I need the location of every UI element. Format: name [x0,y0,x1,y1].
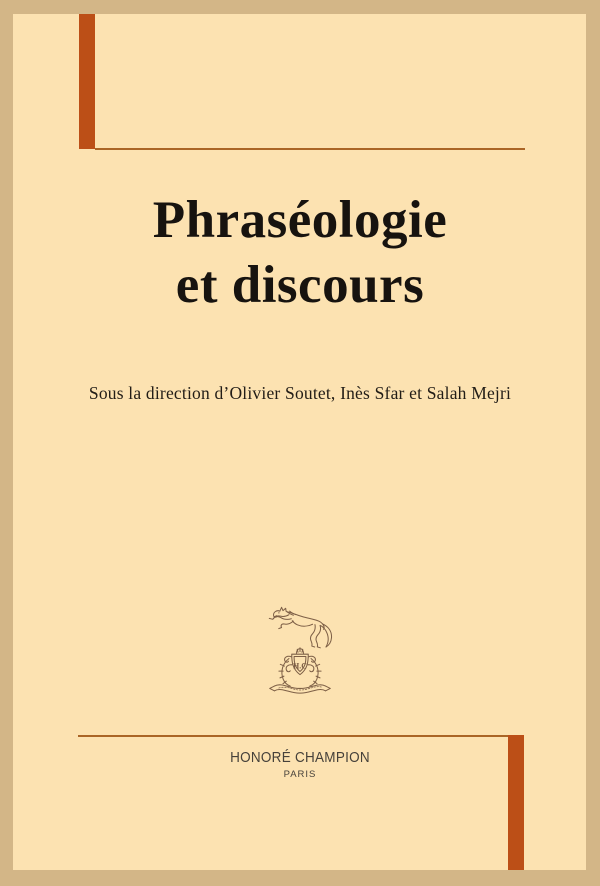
bottom-rule-line [78,735,508,737]
publisher-logo [0,604,600,707]
book-title [0,188,600,318]
editors-byline: Sous la direction d’Olivier Soutet, Inès Sfar et Salah Mejri [88,383,512,403]
cover-panel [13,14,586,870]
publisher-city: PARIS [283,769,317,780]
publisher-block [0,750,600,780]
rearing-horse-crest-icon [263,604,337,702]
publisher-name: HONORÉ CHAMPION [230,749,370,766]
top-accent-bar [79,14,95,149]
top-rule-line [95,148,525,150]
book-title-line1: Phraséologie [152,191,448,249]
book-title-line2: et discours [175,256,425,314]
emblem-initials: H.C [293,661,307,671]
